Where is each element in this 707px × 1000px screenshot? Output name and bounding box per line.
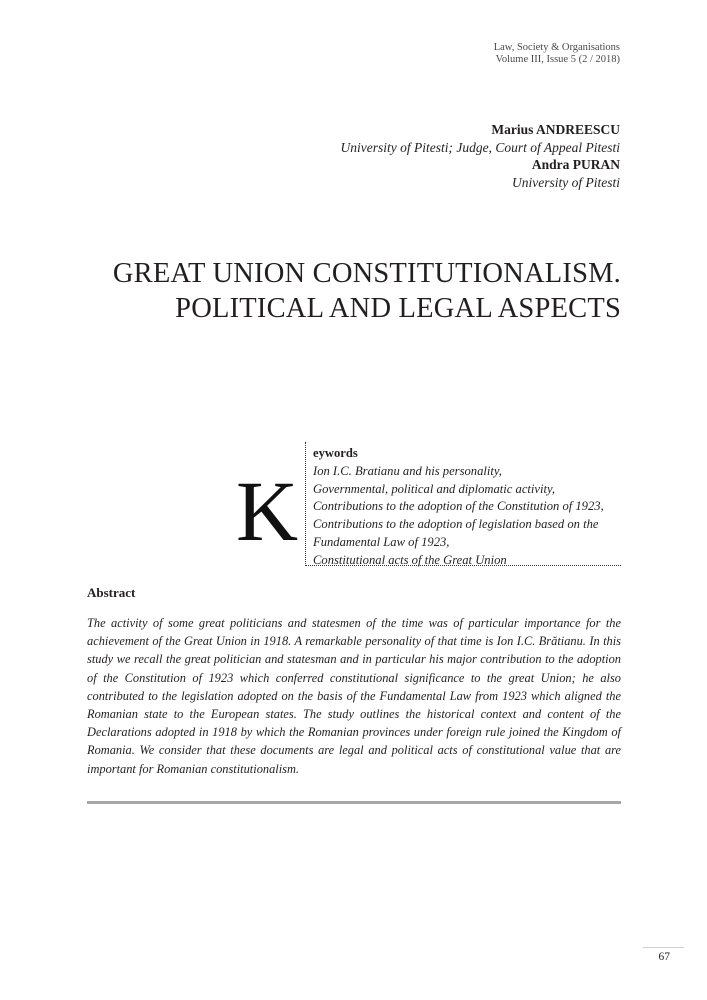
keywords-dropcap: K [236,463,299,559]
journal-header [494,42,620,66]
keyword-item: Constitutional acts of the Great Union [313,552,507,567]
keywords-block [313,445,618,570]
title-line-2: POLITICAL AND LEGAL ASPECTS [175,293,621,324]
author-block [341,121,620,191]
author-affiliation: University of Pitesti; Judge, Court of Appeal Pitesti [340,139,620,155]
keyword-item: Ion I.C. Bratianu and his personality, [313,463,502,478]
paper-title [113,256,621,326]
author-name: Andra PURAN [531,157,620,172]
keyword-item: Contributions to the adoption of the Constitution of 1923, [313,499,604,514]
section-divider [87,801,621,804]
journal-name: Law, Society & Organisations [493,42,620,53]
title-line-1: GREAT UNION CONSTITUTIONALISM. [112,258,621,289]
abstract-heading: Abstract [87,585,136,600]
author-affiliation: University of Pitesti [512,174,620,190]
page-number-rule [643,947,684,948]
keywords-divider-vertical [305,442,306,566]
keywords-heading: eywords [313,446,358,460]
keyword-item: Contributions to the adoption of legislation based on the [313,517,599,532]
author-name: Marius ANDREESCU [491,122,620,137]
abstract-body: The activity of some great politicians and statesmen of the time was of particular importance for the achievement of the Great Union in 1918. A remarkable personality of that time is Ion I.C. Brătianu. In this study we recall the great politician and statesman and in particular his major contribution to the adoption of the Constitution of 1923 which conferred constitutional significance to the great Union; he also contributed to the legislation adopted on the basis of the Fundamental Law from 1923 which aligned the Romanian state to the European states. The study outlines the historical context and content of the Declarations adopted in 1918 by which the Romanian provinces under foreign rule joined the Kingdom of Romania. We consider that these documents are legal and political acts of constitutional value that are important for Romanian constitutionalism. [87,616,621,776]
keyword-item: Governmental, political and diplomatic activity, [313,481,556,496]
keyword-item: Fundamental Law of 1923, [313,534,450,549]
journal-volume: Volume III, Issue 5 (2 / 2018) [495,54,620,65]
page-number: 67 [658,951,670,963]
